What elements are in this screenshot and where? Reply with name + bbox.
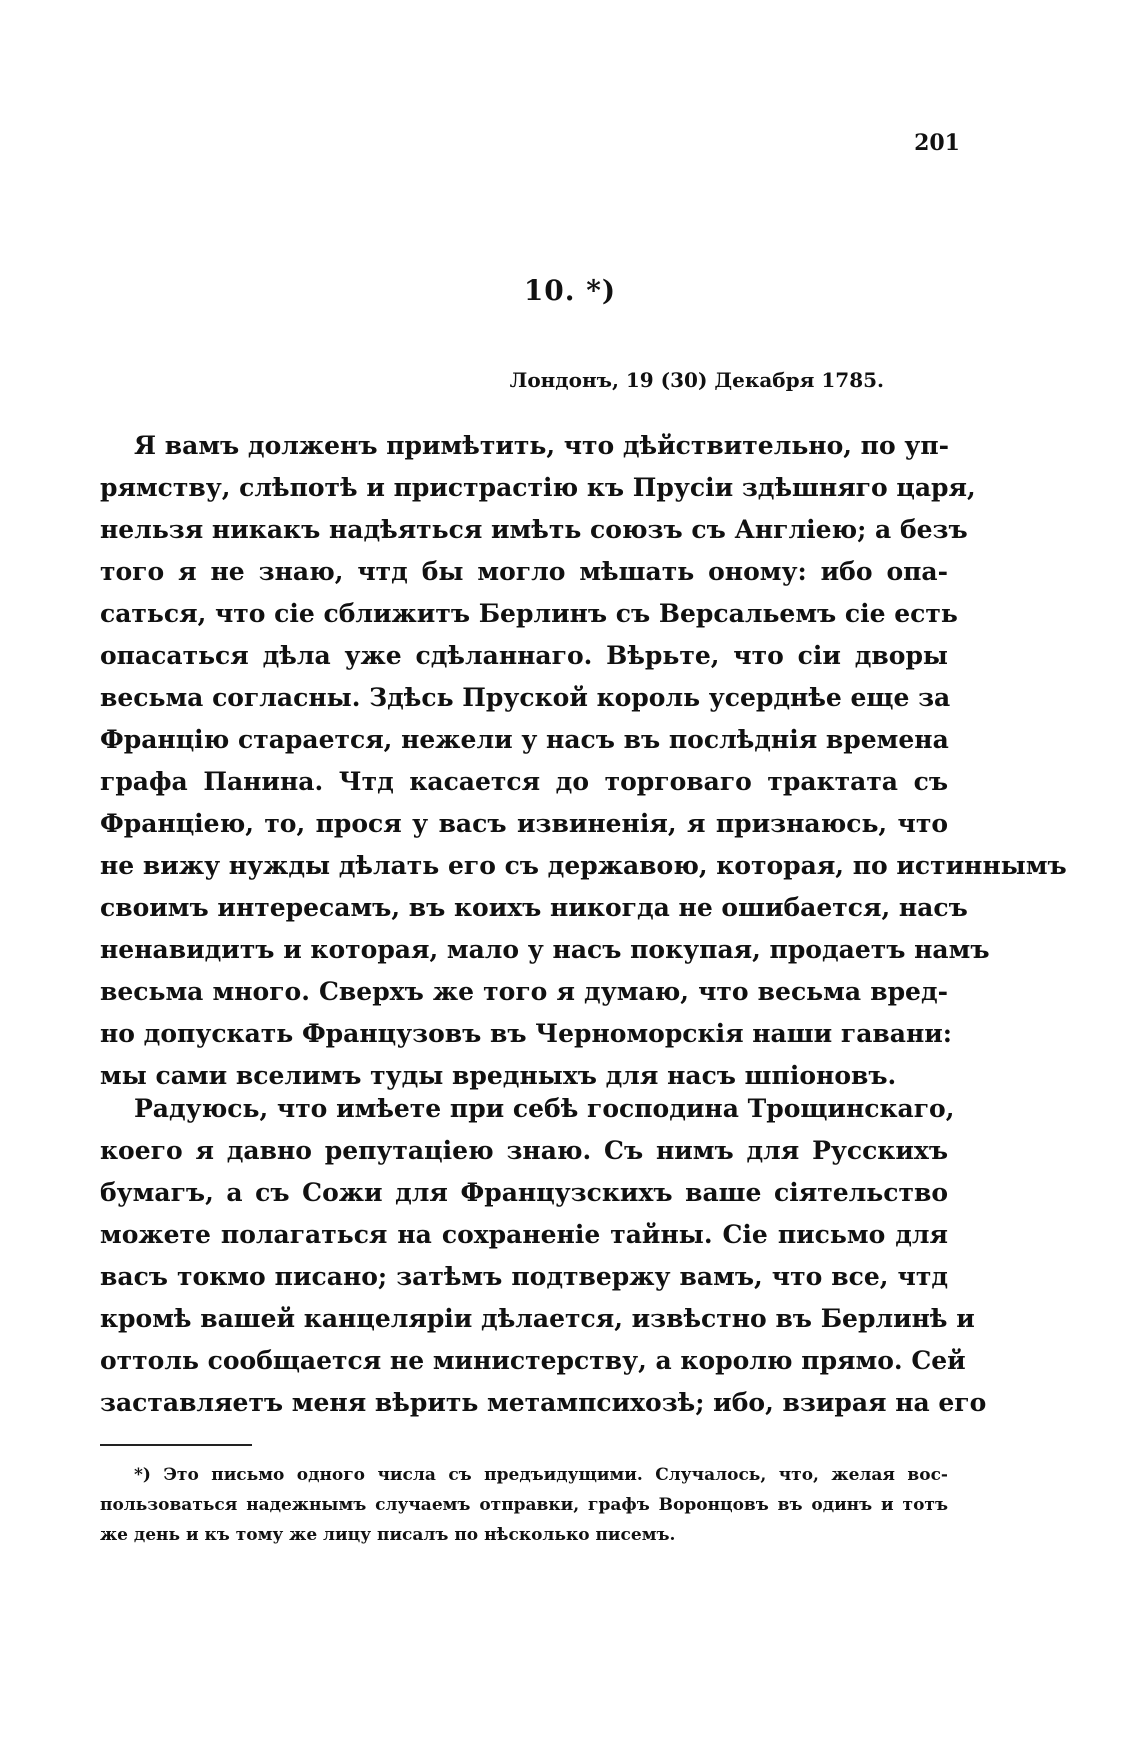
text-line: Францію старается, нежели у насъ въ послѣднія времена [100,725,949,754]
text-line: не вижу нужды дѣлать его съ державою, которая, по истиннымъ [100,851,1067,880]
text-line: коего я давно репутаціею знаю. Съ нимъ для Русскихъ [100,1136,948,1165]
paragraph-2 [100,1088,987,1424]
text-line: весьма согласны. Здѣсь Пруской король усерднѣе еще за [100,683,951,712]
footnote-line: *) Это письмо одного числа съ предъидущими. Случалось, что, желая вос- [134,1465,948,1485]
text-line: можете полагаться на сохраненіе тайны. Сіе письмо для [100,1220,948,1249]
footnote [100,1460,948,1550]
footnote-line: же день и къ тому же лицу писалъ по нѣсколько писемъ. [100,1525,676,1545]
text-line: графа Панина. Чтд касается до торговаго трактата съ [100,767,948,796]
text-line: своимъ интересамъ, въ коихъ никогда не ошибается, насъ [100,893,968,922]
letter-heading: 10. *) [523,274,617,307]
text-line: мы сами вселимъ туды вредныхъ для насъ шпіоновъ. [100,1061,897,1090]
footnote-divider [100,1444,252,1446]
page-number: 201 [914,130,960,156]
text-line: рямству, слѣпотѣ и пристрастію къ Прусіи здѣшняго царя, [100,473,976,502]
text-line: Радуюсь, что имѣете при себѣ господина Трощинскаго, [134,1094,955,1123]
text-line: Франціею, то, прося у васъ извиненія, я признаюсь, что [100,809,948,838]
text-line: весьма много. Сверхъ же того я думаю, что весьма вред- [100,977,948,1006]
text-line: саться, что сіе сближитъ Берлинъ съ Версальемъ сіе есть [100,599,958,628]
text-line: оттоль сообщается не министерству, а королю прямо. Сей [100,1346,966,1375]
text-line: нельзя никакъ надѣяться имѣть союзъ съ Англіею; а безъ [100,515,968,544]
paragraph-1 [100,425,1067,1097]
text-line: бумагъ, а съ Сожи для Французскихъ ваше сіятельство [100,1178,948,1207]
text-line: ненавидитъ и которая, мало у насъ покупая, продаетъ намъ [100,935,990,964]
text-line: васъ токмо писано; затѣмъ подтвержу вамъ, что все, чтд [100,1262,948,1291]
text-line: того я не знаю, чтд бы могло мѣшать оному: ибо опа- [100,557,948,586]
text-line: заставляетъ меня вѣрить метампсихозѣ; ибо, взирая на его [100,1388,987,1417]
text-line: опасаться дѣла уже сдѣланнаго. Вѣрьте, что сіи дворы [100,641,948,670]
text-line: кромѣ вашей канцеляріи дѣлается, извѣстно въ Берлинѣ и [100,1304,975,1333]
text-line: но допускать Французовъ въ Черноморскія наши гавани: [100,1019,953,1048]
text-line: Я вамъ долженъ примѣтить, что дѣйствительно, по уп- [134,431,950,460]
dateline: Лондонъ, 19 (30) Декабря 1785. [509,368,884,392]
footnote-line: пользоваться надежнымъ случаемъ отправки, графъ Воронцовъ въ одинъ и тотъ [100,1495,948,1515]
